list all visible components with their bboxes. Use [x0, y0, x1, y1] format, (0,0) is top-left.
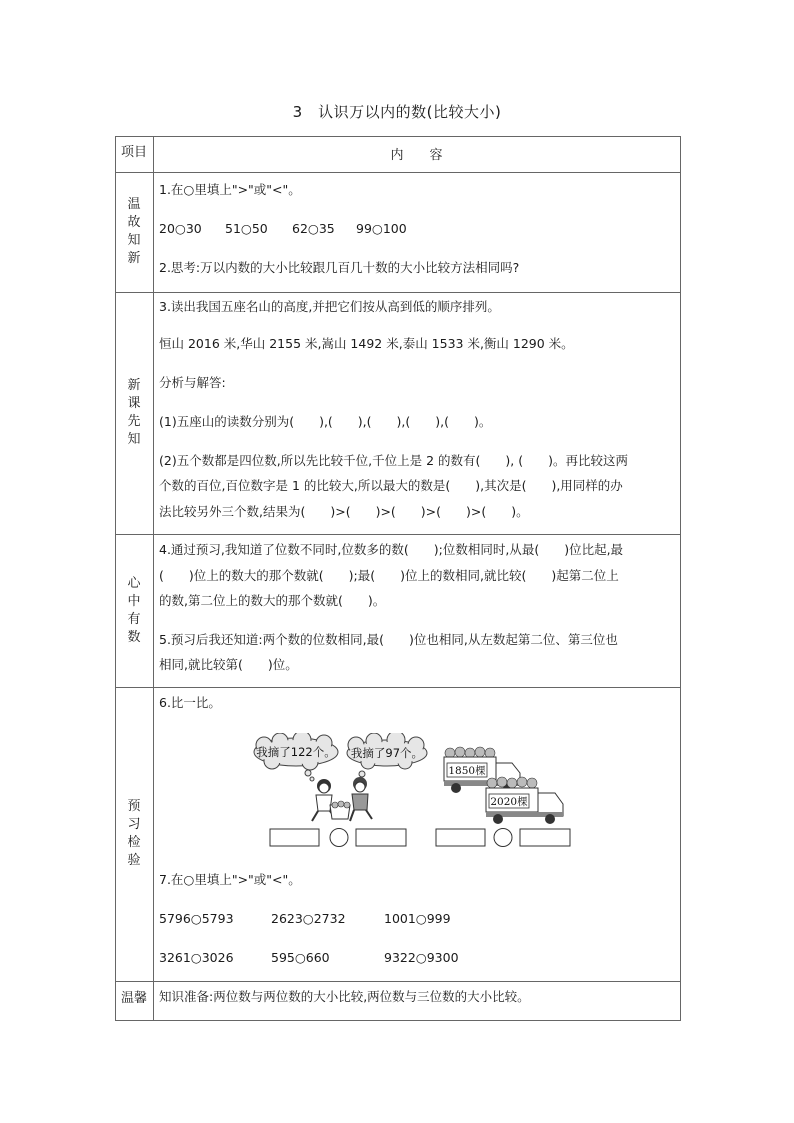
- table-divider: [115, 172, 681, 173]
- speech-bubble-boy: [347, 733, 427, 782]
- answer-box[interactable]: [270, 829, 319, 846]
- compare-item: 1001○999: [384, 911, 451, 926]
- page-title: 3 认识万以内的数(比较大小): [292, 103, 502, 121]
- table-divider: [115, 292, 681, 293]
- q1-items: [159, 219, 675, 239]
- question-7: 7.在○里填上">"或"<"。: [159, 872, 301, 887]
- compare-item: 99○100: [356, 221, 407, 236]
- compare-item: 20○30: [159, 221, 202, 236]
- table-border-bottom: [115, 1020, 681, 1021]
- section-label-tips: 温馨: [120, 991, 147, 1006]
- illustration-svg: [250, 733, 580, 851]
- step-1: (1)五座山的读数分别为( ),( ),( ),( ),( )。: [159, 414, 492, 429]
- step-2-line-3: 法比较另外三个数,结果为( )>( )>( )>( )>( )。: [159, 504, 529, 519]
- answer-box[interactable]: [356, 829, 406, 846]
- compare-item: 62○35: [292, 221, 335, 236]
- question-6: 6.比一比。: [159, 695, 221, 710]
- compare-item: 595○660: [271, 950, 330, 965]
- compare-circle[interactable]: [494, 829, 512, 847]
- mountain-heights: 恒山 2016 米,华山 2155 米,嵩山 1492 米,泰山 1533 米,衡山 1290 米。: [159, 336, 574, 351]
- truck-2020-illustration: [486, 777, 563, 824]
- question-5-line-1: 5.预习后我还知道:两个数的位数相同,最( )位也相同,从左数起第二位、第三位也: [159, 632, 618, 647]
- step-2-line-2: 个数的百位,百位数字是 1 的比较大,所以最大的数是( ),其次是( ),用同样的办: [159, 478, 623, 493]
- answer-box[interactable]: [436, 829, 485, 846]
- table-divider: [115, 534, 681, 535]
- question-4-line-1: 4.通过预习,我知道了位数不同时,位数多的数( );位数相同时,从最( )位比起,最: [159, 542, 624, 557]
- compare-item: 3261○3026: [159, 950, 234, 965]
- question-2: 2.思考:万以内数的大小比较跟几百几十数的大小比较方法相同吗?: [159, 260, 520, 275]
- compare-circle[interactable]: [330, 829, 348, 847]
- question-3: 3.读出我国五座名山的高度,并把它们按从高到低的顺序排列。: [159, 299, 500, 314]
- section-label-new-lesson: 新 课 先 知: [127, 378, 141, 447]
- children-picking-illustration: [312, 777, 372, 821]
- question-5-line-2: 相同,就比较第( )位。: [159, 657, 298, 672]
- table-column-divider: [153, 136, 154, 1021]
- compare-item: 5796○5793: [159, 911, 234, 926]
- compare-item: 2623○2732: [271, 911, 346, 926]
- tips-text: 知识准备:两位数与两位数的大小比较,两位数与三位数的大小比较。: [159, 989, 530, 1004]
- question-1: 1.在○里填上">"或"<"。: [159, 182, 301, 197]
- section-label-preview-check: 预 习 检 验: [127, 799, 141, 868]
- section-label-in-mind: 心 中 有 数: [127, 575, 141, 645]
- table-divider: [115, 687, 681, 688]
- table-divider: [115, 981, 681, 982]
- header-col-content: 内 容: [390, 148, 443, 163]
- compare-item: 51○50: [225, 221, 268, 236]
- answer-box[interactable]: [520, 829, 570, 846]
- header-col-project: 项目: [120, 145, 147, 160]
- svg-text:2020棵: 2020棵: [490, 796, 528, 808]
- q7-row-2: [159, 948, 675, 968]
- comparison-illustration: [250, 733, 580, 851]
- table-border-top: [115, 136, 681, 137]
- q7-row-1: [159, 909, 675, 929]
- compare-item: 9322○9300: [384, 950, 459, 965]
- speech-bubble-girl: [254, 733, 338, 781]
- question-4-line-2: ( )位上的数大的那个数就( );最( )位上的数相同,就比较( )起第二位上: [159, 568, 619, 583]
- step-2-line-1: (2)五个数都是四位数,所以先比较千位,千位上是 2 的数有( ), ( )。再比较这两: [159, 453, 629, 468]
- section-label-review: 温 故 知 新: [127, 197, 141, 266]
- table-border-right: [680, 136, 681, 1021]
- svg-text:我摘了97个。: 我摘了97个。: [350, 746, 424, 760]
- svg-text:1850棵: 1850棵: [448, 765, 486, 777]
- analysis-heading: 分析与解答:: [159, 375, 226, 390]
- question-4-line-3: 的数,第二位上的数大的那个数就( )。: [159, 593, 386, 608]
- svg-text:我摘了122个。: 我摘了122个。: [256, 745, 336, 759]
